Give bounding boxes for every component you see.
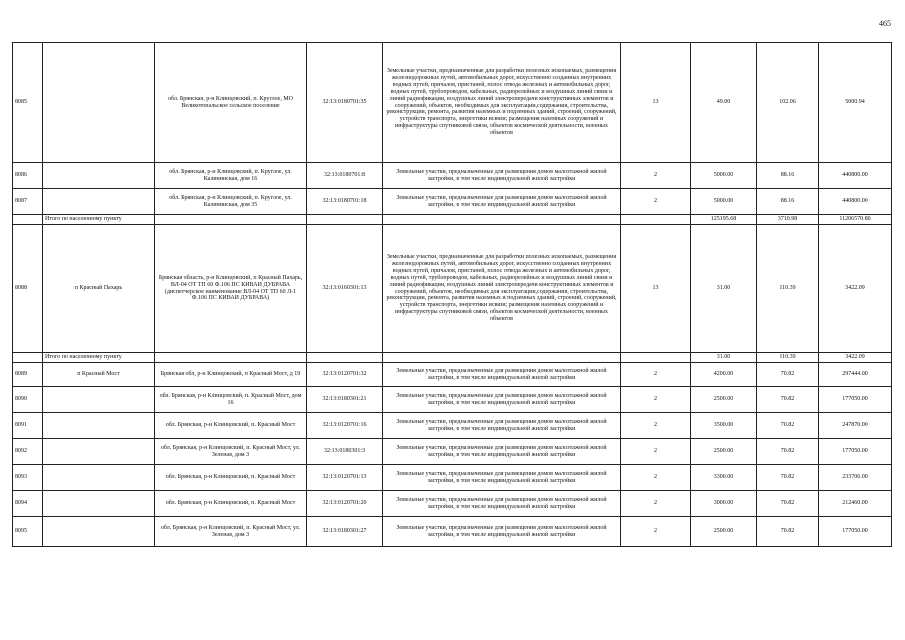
rate-cell: 70.82 <box>757 363 819 387</box>
row-number-cell <box>13 215 43 225</box>
total-row <box>13 215 892 225</box>
rate-cell: 110.39 <box>757 225 819 353</box>
land-use-cell: Земельные участки, предназначенные для размещения домов малоэтажной жилой застройки, в том числе индивидуальной жилой застройки <box>383 465 621 491</box>
land-use-cell: Земельные участки, предназначенные для размещения домов малоэтажной жилой застройки, в том числе индивидуальной жилой застройки <box>383 363 621 387</box>
land-use-cell <box>383 353 621 363</box>
settlement-cell <box>43 189 155 215</box>
group-cell: 2 <box>621 163 691 189</box>
address-cell: обл. Брянская, р-н Клинцовский, п. Красный Мост, дом 16 <box>155 387 307 413</box>
cadastral-number-cell: 32:13:0120701:13 <box>307 465 383 491</box>
rate-cell: 70.82 <box>757 465 819 491</box>
table-row <box>13 413 892 439</box>
total-label-cell: Итого по населенному пункту <box>43 215 155 225</box>
rate-cell: 110.39 <box>757 353 819 363</box>
settlement-cell <box>43 465 155 491</box>
settlement-cell <box>43 163 155 189</box>
land-use-cell <box>383 215 621 225</box>
area-cell: 5000.00 <box>691 163 757 189</box>
address-cell <box>155 215 307 225</box>
address-cell: обл. Брянская, р-н Клинцовский, п. Круглое, МО Великотопальское сельское поселение <box>155 43 307 163</box>
address-cell: Брянская область, р-н Клинцовский, п Красный Пахарь, ВЛ-04 ОТ ТП 60 Ф.106 ПС КИВАИ ДУБРАВА (диспетчерское наименование ВЛ-04 ОТ ТП 60 Л-1 Ф.106 ПС КИВАИ ДУБРАВА) <box>155 225 307 353</box>
cadastral-number-cell: 32:13:0180701:18 <box>307 189 383 215</box>
cadastral-number-cell: 32:13:0180301:27 <box>307 517 383 547</box>
cadastral-number-cell <box>307 353 383 363</box>
row-number-cell: 8094 <box>13 491 43 517</box>
row-number-cell <box>13 353 43 363</box>
rate-cell: 70.82 <box>757 517 819 547</box>
land-use-cell: Земельные участки, предназначенные для размещения домов малоэтажной жилой застройки, в том числе индивидуальной жилой застройки <box>383 517 621 547</box>
area-cell: 49.00 <box>691 43 757 163</box>
group-cell: 13 <box>621 43 691 163</box>
address-cell: обл. Брянская, р-н Клинцовский, п. Красный Мост <box>155 465 307 491</box>
group-cell: 13 <box>621 225 691 353</box>
address-cell <box>155 353 307 363</box>
cadastral-value-cell: 177050.00 <box>819 517 892 547</box>
cadastral-value-cell: 247870.00 <box>819 413 892 439</box>
land-use-cell: Земельные участки, предназначенные для размещения домов малоэтажной жилой застройки, в том числе индивидуальной жилой застройки <box>383 387 621 413</box>
address-cell: обл. Брянская, р-н Клинцовский, п. Круглое, ул. Калининская, дом 35 <box>155 189 307 215</box>
row-number-cell: 8086 <box>13 163 43 189</box>
cadastral-number-cell: 32:13:0120701:20 <box>307 491 383 517</box>
group-cell: 2 <box>621 517 691 547</box>
rate-cell: 88.16 <box>757 189 819 215</box>
cadastral-number-cell: 32:13:0180701:8 <box>307 163 383 189</box>
rate-cell: 88.16 <box>757 163 819 189</box>
land-use-cell: Земельные участки, предназначенные для размещения домов малоэтажной жилой застройки, в том числе индивидуальной жилой застройки <box>383 163 621 189</box>
row-number-cell: 8090 <box>13 387 43 413</box>
area-cell: 31.00 <box>691 353 757 363</box>
cadastral-value-cell: 440800.00 <box>819 163 892 189</box>
rate-cell: 102.06 <box>757 43 819 163</box>
group-cell <box>621 353 691 363</box>
group-cell: 2 <box>621 363 691 387</box>
land-use-cell: Земельные участки, предназначенные для размещения домов малоэтажной жилой застройки, в том числе индивидуальной жилой застройки <box>383 189 621 215</box>
table-row <box>13 43 892 163</box>
table-row <box>13 465 892 491</box>
table-row <box>13 491 892 517</box>
group-cell: 2 <box>621 387 691 413</box>
table-row <box>13 163 892 189</box>
table-row <box>13 439 892 465</box>
address-cell: обл. Брянская, р-н Клинцовский, п. Красный Мост <box>155 491 307 517</box>
rate-cell: 70.82 <box>757 387 819 413</box>
area-cell: 125195.68 <box>691 215 757 225</box>
row-number-cell: 8089 <box>13 363 43 387</box>
land-use-cell: Земельные участки, предназначенные для разработки полезных ископаемых, размещения железнодорожных путей, автомобильных дорог, искусственно созданных внутренних водных путей, причалов, пристаней, полос отвода железных и автомобильных дорог, водных путей, трубопроводов, кабельных, радиорелейных и воздушных линий связи и линий радиофикации, воздушных линий электропередачи конструктивных элементов и сооружений, объектов, необходимых для эксплуатации,содержания, строительства, реконструкции, ремонта, развития наземных и подземных зданий, строений, сооружений, устройств транспорта, энергетики исвязи; размещения наземных сооружений и инфраструктуры спутниковой связи, объектов космической деятельности, военных объектов <box>383 43 621 163</box>
cadastral-value-cell: 212460.00 <box>819 491 892 517</box>
address-cell: обл. Брянская, р-н Клинцовский, п. Красный Мост, ул. Зеленая, дом 3 <box>155 517 307 547</box>
rate-cell: 3710.98 <box>757 215 819 225</box>
area-cell: 2500.00 <box>691 517 757 547</box>
cadastral-value-cell: 177050.00 <box>819 439 892 465</box>
group-cell: 2 <box>621 465 691 491</box>
settlement-cell <box>43 439 155 465</box>
settlement-cell: п Красный Мост <box>43 363 155 387</box>
cadastral-value-cell: 3422.09 <box>819 353 892 363</box>
table-row <box>13 225 892 353</box>
cadastral-value-cell: 177050.00 <box>819 387 892 413</box>
row-number-cell: 8093 <box>13 465 43 491</box>
address-cell: Брянская обл, р-н Клинцовский, п Красный Мост, д 19 <box>155 363 307 387</box>
settlement-cell <box>43 43 155 163</box>
group-cell: 2 <box>621 189 691 215</box>
settlement-cell <box>43 517 155 547</box>
row-number-cell: 8091 <box>13 413 43 439</box>
area-cell: 2500.00 <box>691 387 757 413</box>
area-cell: 5000.00 <box>691 189 757 215</box>
row-number-cell: 8095 <box>13 517 43 547</box>
area-cell: 3500.00 <box>691 413 757 439</box>
address-cell: обл. Брянская, р-н Клинцовский, п. Красный Мост <box>155 413 307 439</box>
land-use-cell: Земельные участки, предназначенные для размещения домов малоэтажной жилой застройки, в том числе индивидуальной жилой застройки <box>383 439 621 465</box>
row-number-cell: 8092 <box>13 439 43 465</box>
rate-cell: 70.82 <box>757 491 819 517</box>
cadastral-value-cell: 5000.94 <box>819 43 892 163</box>
cadastral-number-cell: 32:13:0120701:32 <box>307 363 383 387</box>
table-body <box>13 43 892 547</box>
row-number-cell: 8088 <box>13 225 43 353</box>
area-cell: 3000.00 <box>691 491 757 517</box>
settlement-cell <box>43 387 155 413</box>
group-cell: 2 <box>621 439 691 465</box>
settlement-cell: п Красный Пахарь <box>43 225 155 353</box>
group-cell <box>621 215 691 225</box>
rate-cell: 70.82 <box>757 413 819 439</box>
table-row <box>13 387 892 413</box>
settlement-cell <box>43 413 155 439</box>
settlement-cell <box>43 491 155 517</box>
land-use-cell: Земельные участки, предназначенные для размещения домов малоэтажной жилой застройки, в том числе индивидуальной жилой застройки <box>383 413 621 439</box>
area-cell: 3300.00 <box>691 465 757 491</box>
cadastral-value-cell: 233706.00 <box>819 465 892 491</box>
cadastral-number-cell: 32:13:0180301:21 <box>307 387 383 413</box>
table-row <box>13 189 892 215</box>
area-cell: 2500.00 <box>691 439 757 465</box>
table-row <box>13 517 892 547</box>
address-cell: обл. Брянская, р-н Клинцовский, п. Круглое, ул. Калининская, дом 16 <box>155 163 307 189</box>
group-cell: 2 <box>621 491 691 517</box>
land-use-cell: Земельные участки, предназначенные для разработки полезных ископаемых, размещения железнодорожных путей, автомобильных дорог, искусственно созданных внутренних водных путей, причалов, пристаней, полос отвода железных и автомобильных дорог, водных путей, трубопроводов, кабельных, радиорелейных и воздушных линий связи и линий радиофикации, воздушных линий электропередачи конструктивных элементов и сооружений, объектов, необходимых для эксплуатации,содержания, строительства, реконструкции, ремонта, развития наземных и подземных зданий, строений, сооружений, устройств транспорта, энергетики исвязи; размещения наземных сооружений и инфраструктуры спутниковой связи, объектов космической деятельности, военных объектов <box>383 225 621 353</box>
area-cell: 31.00 <box>691 225 757 353</box>
cadastral-number-cell: 32:13:0180301:3 <box>307 439 383 465</box>
row-number-cell: 8087 <box>13 189 43 215</box>
group-cell: 2 <box>621 413 691 439</box>
cadastral-number-cell: 32:13:0180701:35 <box>307 43 383 163</box>
cadastral-value-cell: 3422.09 <box>819 225 892 353</box>
rate-cell: 70.82 <box>757 439 819 465</box>
land-use-cell: Земельные участки, предназначенные для размещения домов малоэтажной жилой застройки, в том числе индивидуальной жилой застройки <box>383 491 621 517</box>
address-cell: обл. Брянская, р-н Клинцовский, п. Красный Мост, ул. Зеленая, дом 3 <box>155 439 307 465</box>
cadastral-number-cell <box>307 215 383 225</box>
total-row <box>13 353 892 363</box>
cadastral-value-table <box>12 42 892 547</box>
area-cell: 4200.00 <box>691 363 757 387</box>
row-number-cell: 8085 <box>13 43 43 163</box>
cadastral-value-cell: 440800.00 <box>819 189 892 215</box>
cadastral-number-cell: 32:13:0160301:13 <box>307 225 383 353</box>
total-label-cell: Итого по населенному пункту <box>43 353 155 363</box>
cadastral-value-cell: 297444.00 <box>819 363 892 387</box>
page-number: 465 <box>879 19 891 28</box>
table-row <box>13 363 892 387</box>
cadastral-value-cell: 11206570.80 <box>819 215 892 225</box>
cadastral-number-cell: 32:13:0120701:16 <box>307 413 383 439</box>
